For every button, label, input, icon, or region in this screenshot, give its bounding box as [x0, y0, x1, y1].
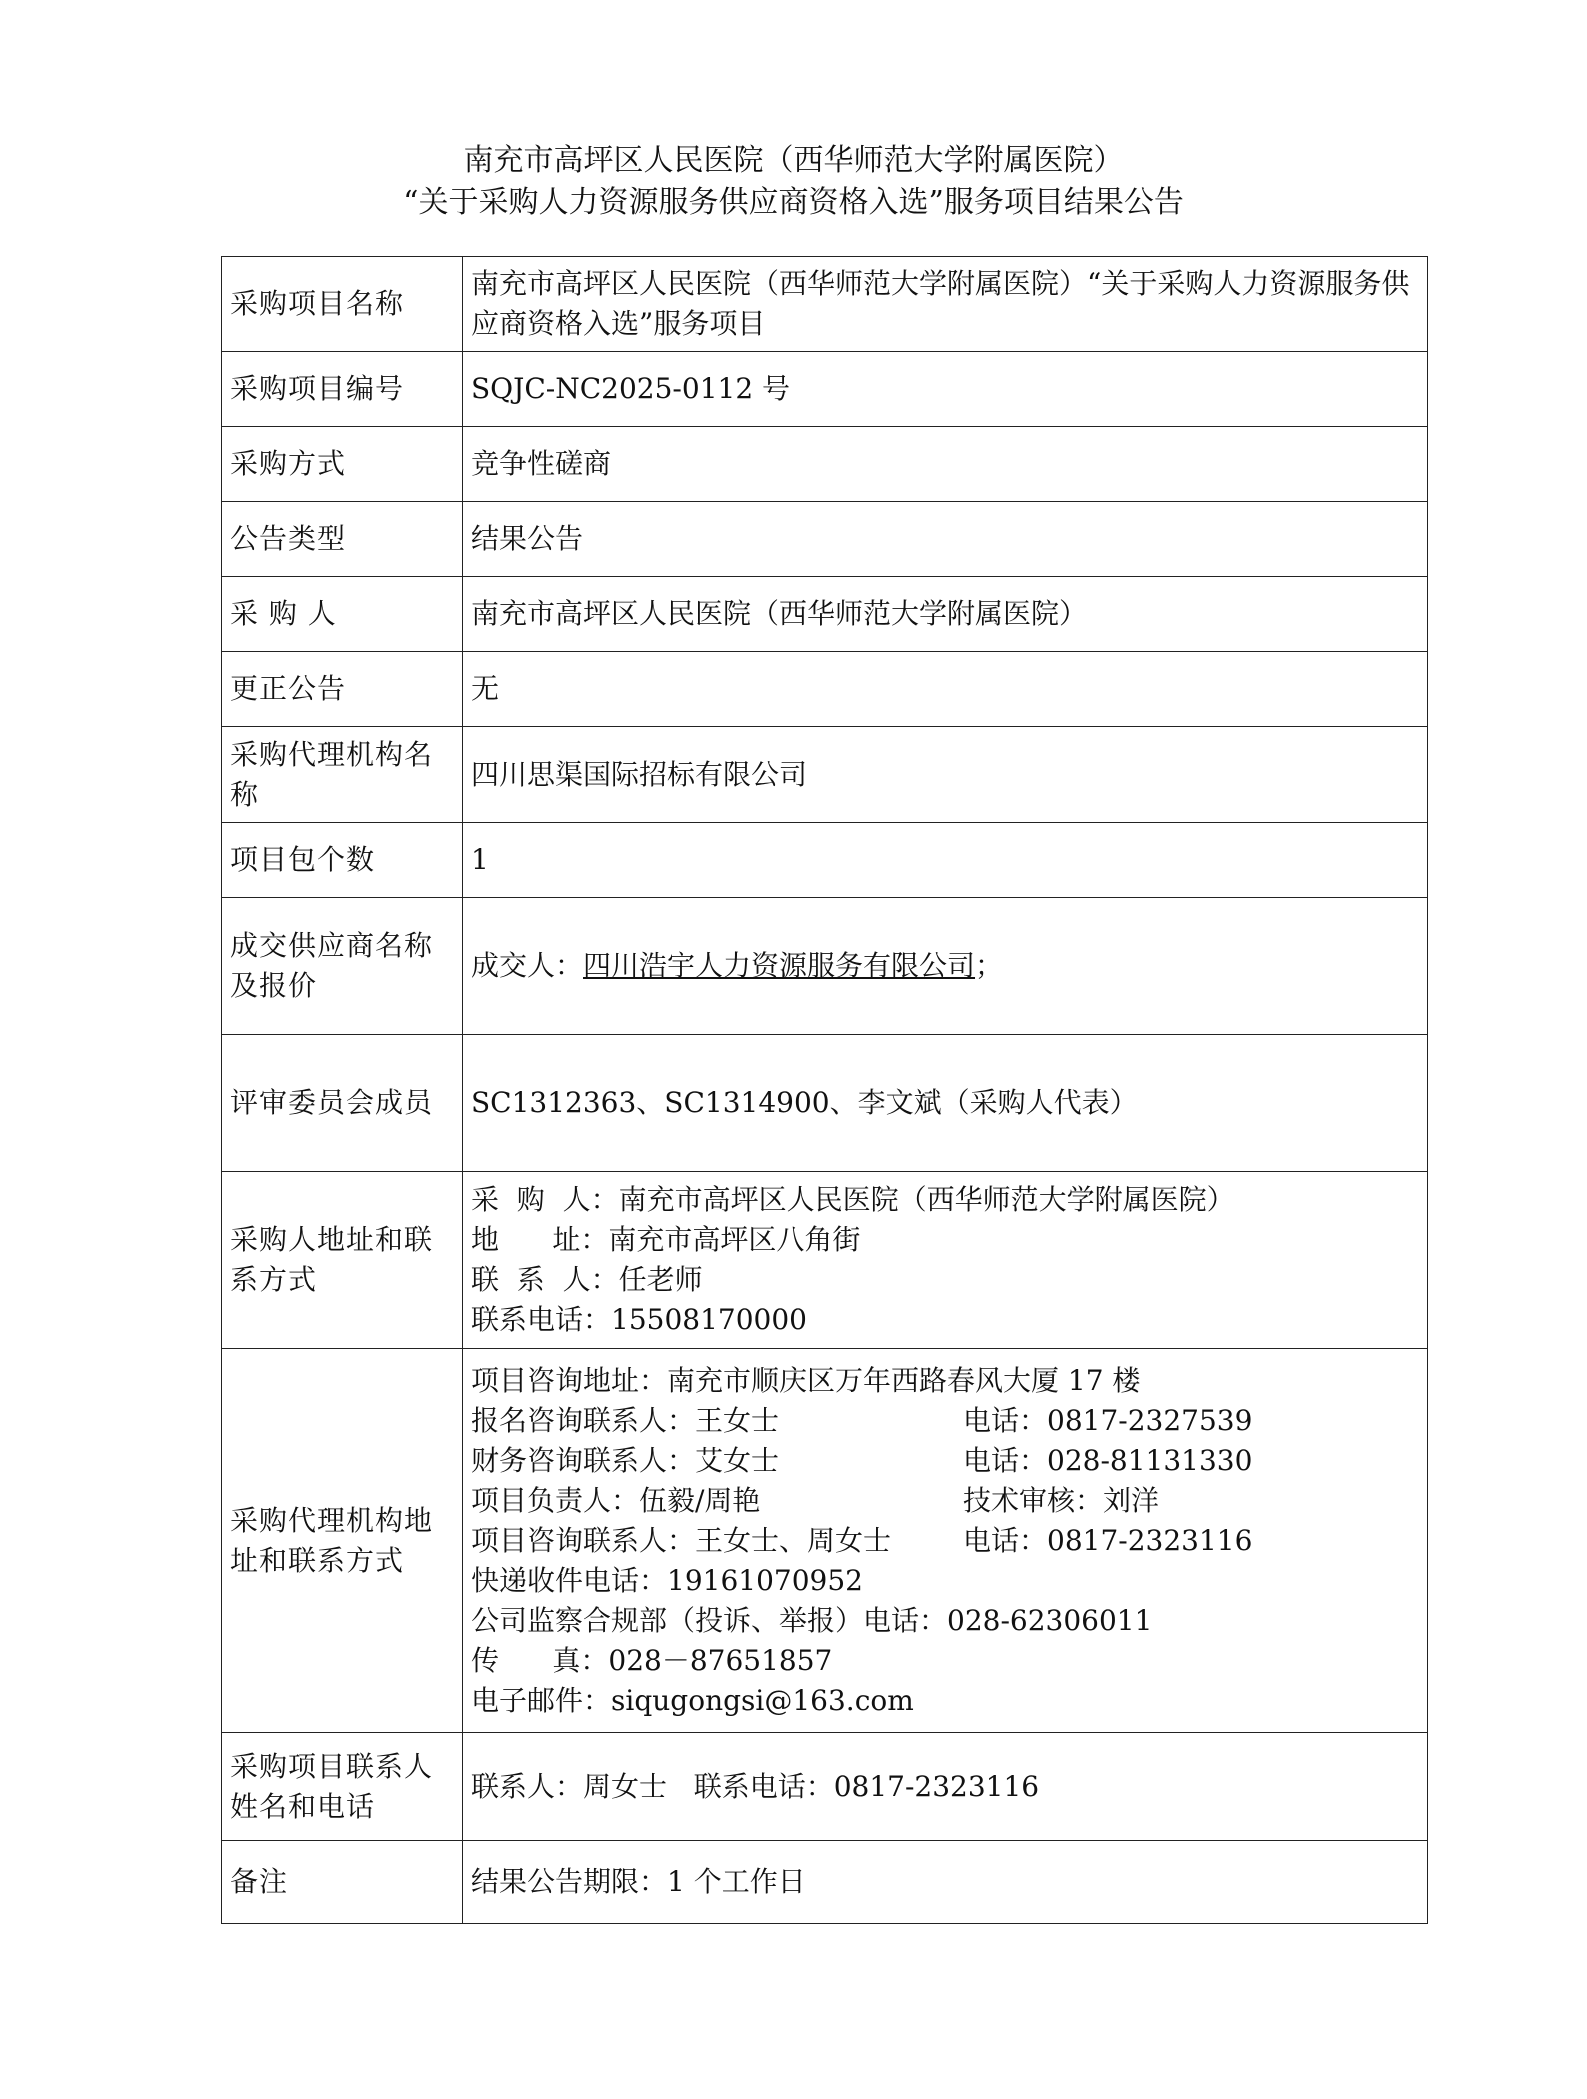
- label-project-contact: 采购项目联系人姓名和电话: [222, 1733, 463, 1841]
- purchaser-contact-line: 采 购 人：南充市高坪区人民医院（西华师范大学附属医院）: [471, 1183, 1235, 1216]
- agency-contact-pair: 项目负责人：伍毅/周艳 技术审核：刘洋: [471, 1483, 1160, 1517]
- agency-fax: 传 真：028－87651857: [471, 1643, 833, 1677]
- label-method: 采购方式: [222, 427, 463, 502]
- value-notice-type: 结果公告: [463, 502, 1428, 577]
- value-remark: 结果公告期限：1 个工作日: [463, 1841, 1428, 1924]
- agency-contact-pair: 项目咨询联系人：王女士、周女士 电话：0817-2323116: [471, 1523, 1253, 1557]
- value-project-contact: 联系人：周女士 联系电话：0817-2323116: [463, 1733, 1428, 1841]
- label-winner: 成交供应商名称及报价: [222, 898, 463, 1035]
- row-project-contact: [222, 1733, 1428, 1841]
- purchaser-contact-line: 联系电话：15508170000: [471, 1303, 807, 1336]
- value-purchaser-contact: [463, 1172, 1428, 1349]
- row-purchaser-contact: [222, 1172, 1428, 1349]
- label-agency: 采购代理机构名称: [222, 727, 463, 823]
- winner-prefix: 成交人：: [471, 949, 584, 982]
- purchaser-contact-line: 地 址：南充市高坪区八角街: [471, 1223, 861, 1256]
- label-committee: 评审委员会成员: [222, 1035, 463, 1172]
- row-correction: [222, 652, 1428, 727]
- row-method: [222, 427, 1428, 502]
- row-agency-contact: [222, 1349, 1428, 1733]
- agency-contact-pair: 财务咨询联系人：艾女士 电话：028-81131330: [471, 1443, 1253, 1477]
- row-winner: [222, 898, 1428, 1035]
- winner-suffix: ；: [975, 949, 1004, 982]
- value-project-no: SQJC-NC2025-0112 号: [463, 352, 1428, 427]
- agency-contact-pair: 报名咨询联系人：王女士 电话：0817-2327539: [471, 1403, 1253, 1437]
- label-agency-contact: 采购代理机构地址和联系方式: [222, 1349, 463, 1733]
- value-packages: 1: [463, 823, 1428, 898]
- value-project-name: 南充市高坪区人民医院（西华师范大学附属医院）“关于采购人力资源服务供应商资格入选”服务项目: [463, 257, 1428, 352]
- result-notice-table: [221, 256, 1428, 1924]
- row-packages: [222, 823, 1428, 898]
- row-agency: [222, 727, 1428, 823]
- label-purchaser: 采 购 人: [222, 577, 463, 652]
- title-line-1: 南充市高坪区人民医院（西华师范大学附属医院）: [463, 143, 1124, 178]
- value-method: 竞争性磋商: [463, 427, 1428, 502]
- row-project-name: [222, 257, 1428, 352]
- value-agency-contact: [463, 1349, 1428, 1733]
- value-winner: [463, 898, 1428, 1035]
- label-project-no: 采购项目编号: [222, 352, 463, 427]
- agency-express-phone: 快递收件电话：19161070952: [471, 1563, 863, 1597]
- value-committee: SC1312363、SC1314900、李文斌（采购人代表）: [463, 1035, 1428, 1172]
- title-line-2: “关于采购人力资源服务供应商资格入选”服务项目结果公告: [403, 185, 1184, 220]
- row-purchaser: [222, 577, 1428, 652]
- row-project-no: [222, 352, 1428, 427]
- agency-supervision-phone: 公司监察合规部（投诉、举报）电话：028-62306011: [471, 1603, 1153, 1637]
- label-packages: 项目包个数: [222, 823, 463, 898]
- label-remark: 备注: [222, 1841, 463, 1924]
- winner-name-link[interactable]: 四川浩宇人力资源服务有限公司: [583, 949, 976, 982]
- purchaser-contact-line: 联 系 人：任老师: [471, 1263, 703, 1296]
- label-notice-type: 公告类型: [222, 502, 463, 577]
- value-agency: 四川思渠国际招标有限公司: [463, 727, 1428, 823]
- row-committee: [222, 1035, 1428, 1172]
- document-title: [0, 140, 1587, 224]
- value-purchaser: 南充市高坪区人民医院（西华师范大学附属医院）: [463, 577, 1428, 652]
- label-project-name: 采购项目名称: [222, 257, 463, 352]
- value-correction: 无: [463, 652, 1428, 727]
- label-correction: 更正公告: [222, 652, 463, 727]
- agency-address: 项目咨询地址：南充市顺庆区万年西路春风大厦 17 楼: [471, 1363, 1141, 1397]
- row-notice-type: [222, 502, 1428, 577]
- label-purchaser-contact: 采购人地址和联系方式: [222, 1172, 463, 1349]
- row-remark: [222, 1841, 1428, 1924]
- agency-email: 电子邮件：siqugongsi@163.com: [471, 1683, 914, 1717]
